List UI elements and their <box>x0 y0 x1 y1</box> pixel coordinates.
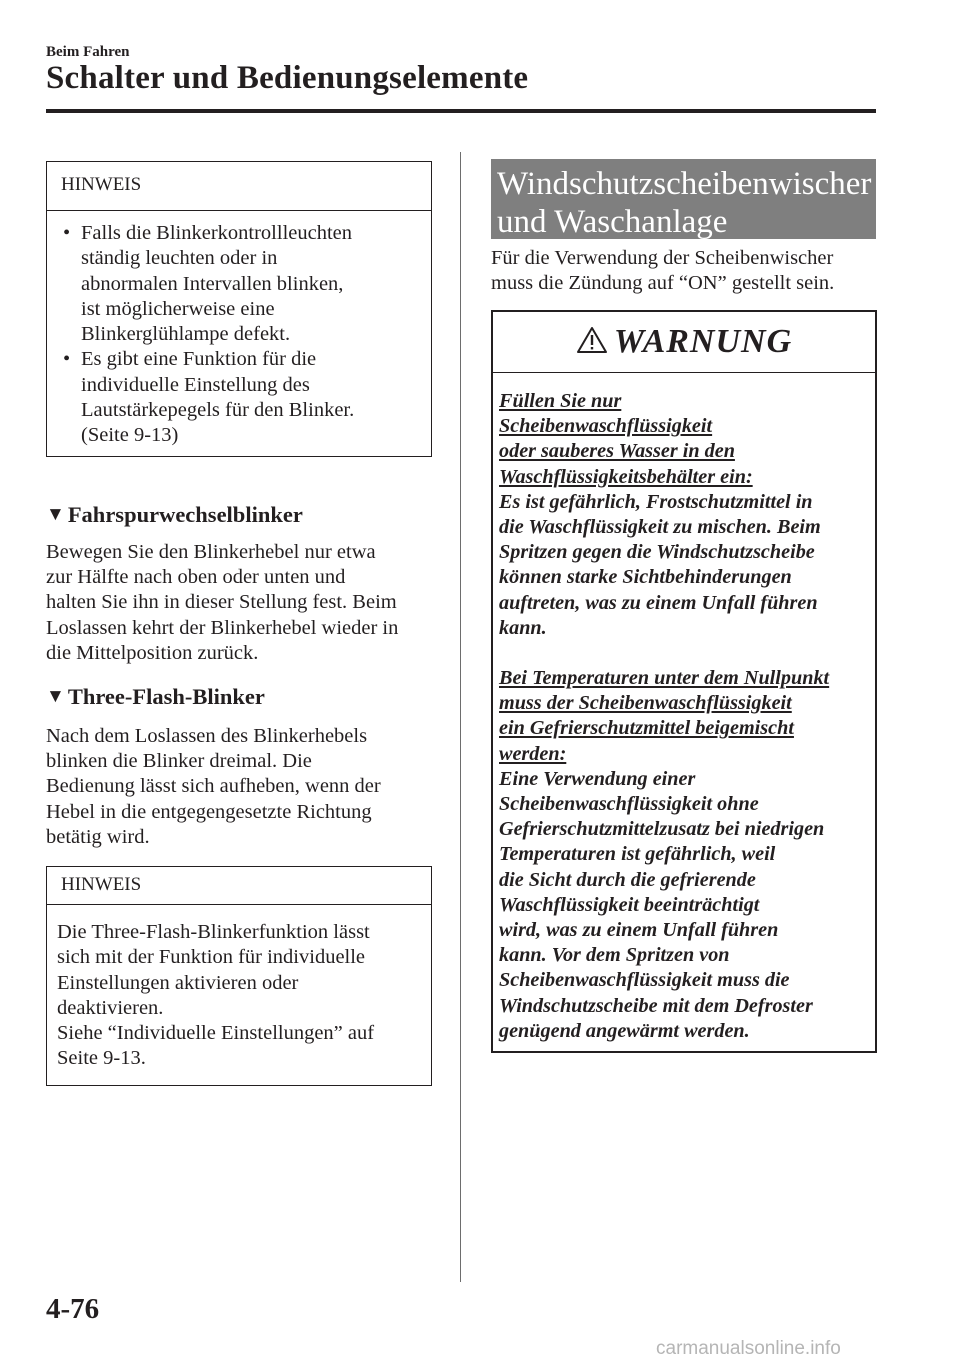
bullet-icon: • <box>63 348 71 371</box>
note-label: HINWEIS <box>47 867 431 905</box>
warning-subheading-fluid: Füllen Sie nur Scheibenwaschflüssigkeit oder sauberes Wasser in den Waschflüssigkeitsbehälter ein: <box>499 390 753 488</box>
page-title: Schalter und Bedienungselemente <box>46 60 529 96</box>
paragraph-intro: Für die Verwendung der Scheibenwischer muss die Zündung auf “ON” gestellt sein. <box>491 247 835 295</box>
warning-triangle-icon <box>576 326 608 354</box>
subheading-lane-change <box>46 502 303 528</box>
warning-text-fluid: Es ist gefährlich, Frostschutzmittel in die Waschflüssigkeit zu mischen. Beim Spritzen gegen die Windschutzscheibe können starke Sichtbehinderungen auftreten, was zu einem Unfall führen kann. <box>499 490 821 639</box>
paragraph-lane-change: Bewegen Sie den Blinkerhebel nur etwa zur Hälfte nach oben oder unten und halten Sie ihn in dieser Stellung fest. Beim Loslassen kehrt der Blinkerhebel wieder in die Mittelposition zurück. <box>46 541 399 664</box>
page-number: 4-76 <box>46 1293 100 1325</box>
note-item <box>57 347 423 448</box>
subheading-text: Three-Flash-Blinker <box>67 684 265 709</box>
header-divider <box>46 109 876 113</box>
column-divider <box>460 152 461 1282</box>
note-item-text: Falls die Blinkerkontrollleuchten ständig leuchten oder in abnormalen Intervallen blinken, ist möglicherweise eine Blinkerglühlampe defekt. <box>81 222 353 346</box>
paragraph-three-flash: Nach dem Loslassen des Blinkerhebels blinken die Blinker dreimal. Die Bedienung lässt sich aufheben, wenn der Hebel in die entgegengesetzte Richtung betätig wird. <box>46 725 381 848</box>
watermark: carmanualsonline.info <box>656 1338 841 1359</box>
bullet-icon: • <box>63 222 71 244</box>
triangle-down-icon: ▼ <box>46 686 65 707</box>
warning-subheading-temperature: Bei Temperaturen unter dem Nullpunkt muss der Scheibenwaschflüssigkeit ein Gefrierschutzmittel beigemischt werden: <box>499 667 830 765</box>
section-heading-banner: Windschutzscheibenwischer und Waschanlage <box>491 159 876 239</box>
warning-title: WARNUNG <box>613 323 793 360</box>
subheading-three-flash <box>46 684 265 710</box>
subheading-text: Fahrspurwechselblinker <box>67 502 303 527</box>
note-box-blinker <box>46 161 432 457</box>
note-label: HINWEIS <box>47 162 431 211</box>
triangle-down-icon: ▼ <box>46 504 65 525</box>
header-section-label: Beim Fahren <box>46 44 130 60</box>
warning-header <box>493 312 875 373</box>
note-item-text: Es gibt eine Funktion für die individuelle Einstellung des Lautstärkepegels für den Blinker. (Seite 9-13) <box>81 348 355 447</box>
warning-box <box>491 310 877 1053</box>
note-box-three-flash <box>46 866 432 1086</box>
note-item <box>57 221 423 347</box>
note-text: Die Three-Flash-Blinkerfunktion lässt sich mit der Funktion für individuelle Einstellungen aktivieren oder deaktivieren. Siehe “Individuelle Einstellungen” auf Seite 9-13. <box>57 921 375 1070</box>
warning-text-temperature: Eine Verwendung einer Scheibenwaschflüssigkeit ohne Gefrierschutzmittelzusatz bei niedrigen Temperaturen ist gefährlich, weil die Sicht durch die gefrierende Waschflüssigkeit beeinträchtigt wird, was zu einem Unfall führen kann. Vor dem Spritzen von Scheibenwaschflüssigkeit muss die Windschutzscheibe mit dem Defroster genügend angewärmt werden. <box>499 767 825 1042</box>
